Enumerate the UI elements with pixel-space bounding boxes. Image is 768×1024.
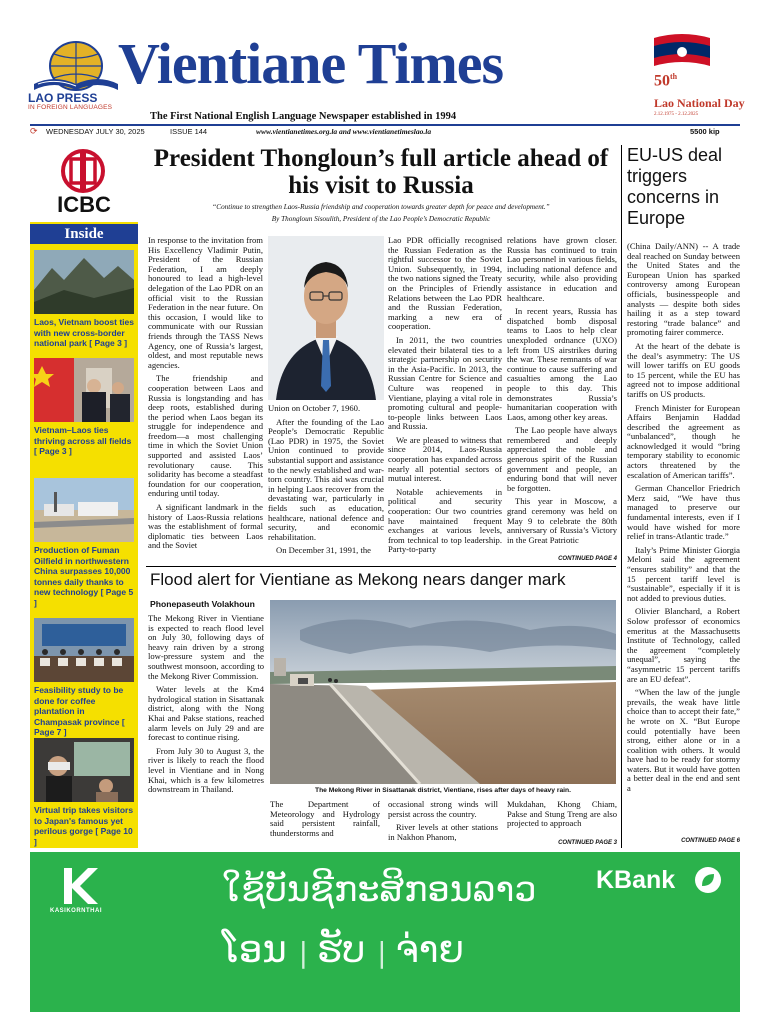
eu-continued-link[interactable]: CONTINUED PAGE 6 <box>681 838 740 844</box>
virtual-reality-photo <box>34 738 134 802</box>
sidebar-story-title: Feasibility study to be done for coffee plantation in Champasak province [ Page 7 ] <box>34 685 125 737</box>
main-article-column-3: Lao PDR officially recognised the Russian Federation as the rightful successor to the Soviet Union. Subsequently, in 1994, the two nations signed the Treaty on the Principles of Friendly Relations between the Lao PDR and the Russian Federation, marking a new era of cooperation. In 2011, the two countries elevated their bilateral ties to a strategic partnership on security in the Asia-Pacific. In 2013, the Russian Centre for Science and Culture was reopened in Vientiane, playing a vital role in promoting cultural and people-to-people links between Laos and Russia. We are pleased to witness that since 2014, Laos-Russia cooperation has expanded across nearly all potential sectors of mutual interest. Notable achievements in political and security cooperation: Our two countries have maintained frequent exchanges at various levels, from technical to top leadership. Party-to-party <box>388 236 502 555</box>
section-rule <box>146 566 616 567</box>
sidebar-story-title: Laos, Vietnam boost ties with new cross-border national park [ Page 3 ] <box>34 317 134 348</box>
sidebar-story-4[interactable] <box>34 618 134 738</box>
cover-price: 5500 kip <box>690 127 720 136</box>
issue-date: WEDNESDAY JULY 30, 2025 <box>46 127 145 136</box>
ad-action-pay: ຈ່າຍ <box>395 928 465 971</box>
inside-header: Inside <box>30 224 138 244</box>
sidebar-story-title: Production of Fuman Oilfield in northwestern China surpasses 10,000 tonnes daily thanks to new technology [ Page 5 ] <box>34 545 134 608</box>
officials-meeting-photo <box>34 358 134 422</box>
flood-article-column-4: Mukdahan, Khong Chiam, Pakse and Stung Treng are also projected to approach <box>507 800 617 829</box>
coffee-meeting-photo <box>34 618 134 682</box>
flood-byline: Phonepaseuth Volakhoun <box>150 599 255 609</box>
kasikornthai-logo-icon <box>58 864 102 908</box>
icbc-logo-icon <box>60 148 106 194</box>
mekong-river-photo <box>270 600 616 784</box>
ad-separator: | <box>377 936 396 969</box>
oilfield-photo <box>34 478 134 542</box>
ad-action-transfer: ໂອນ <box>222 928 287 971</box>
ad-lao-slogan: ໃຊ້ບັນຊີກະສິກອນລາວ <box>222 870 537 910</box>
kbank-leaf-icon <box>694 866 722 894</box>
dateline-bar <box>30 126 740 138</box>
kbank-wordmark: KBank <box>596 866 676 894</box>
sidebar-story-title: Virtual trip takes visitors to Japan's famous yet perilous gorge [ Page 10 ] <box>34 805 134 847</box>
main-byline: By Thongloun Sisoulith, President of the Lao People’s Democratic Republic <box>271 215 491 223</box>
main-deck: “Continue to strengthen Laos-Russia friendship and cooperation towards greater depth for peace and development.” <box>212 203 550 211</box>
flood-article-column-3: occasional strong winds will persist across the country. River levels at other stations in Nakhon Phanom, <box>388 800 498 842</box>
sidebar-story-2[interactable] <box>34 358 134 457</box>
icbc-wordmark: ICBC <box>57 192 111 217</box>
national-day-dates: 2.12.1975 - 2.12.2025 <box>654 112 699 117</box>
lao-press-wordmark: LAO PRESS <box>28 91 98 105</box>
eu-article-body: (China Daily/ANN) -- A trade deal reached on Sunday between the United States and the European Union has sparked controversy among European officials, businesspeople and analysts — despite both sides hailing it as a step toward restoring “trade balance” and promoting fairer commerce. At the heart of the debate is the deal’s asymmetry: The US will lower tariffs on EU goods to 15 percent, while the EU has agreed not to impose additional tariffs on US products. French Minister for European Affairs Benjamin Haddad described the agreement as “unbalanced”, though he acknowledged it would “bring temporary stability to economic actors threatened by the escalation of American tariffs”. German Chancellor Friedrich Merz said, “We have thus managed to preserve our fundamental interests, even if I would have wished for more relief in trans-Atlantic trade.” Italy’s Prime Minister Giorgia Meloni said the agreement “ensures stability” and that the 15 percent tariff level is “sustainable”, especially if it is not added to previous duties. Olivier Blanchard, a Robert Solow professor of economics emeritus at the Massachusetts Institute of Technology, called the agreement “completely unequal”, saying the “asymmetric 15 percent tariffs are an EU defeat”. “When the law of the jungle prevails, the weak have little choice than to accept their fate,” he wrote on X. “But Europe could potentially have been strong, either alone or in a coalition with others. It would have had to be ready for stormy waters. But it would have gotten a better deal in the end and sent a <box>627 242 740 794</box>
main-continued-link[interactable]: CONTINUED PAGE 4 <box>558 556 617 562</box>
laos-flag-icon <box>652 32 712 72</box>
eu-headline[interactable]: EU-US deal triggers concerns in Europe <box>627 145 723 228</box>
national-day-years: 50th <box>654 72 678 90</box>
lao-press-tagline: IN FOREIGN LANGUAGES <box>28 104 113 111</box>
main-article-column-4: relations have grown closer. Russia has continued to train Lao personnel in various fields, including national defence and security, while also providing assistance in education and healthcare. In recent years, Russia has dispatched bomb disposal teams to Laos to help clear unexploded ordnance (UXO) left from US airstrikes during the war. These remnants of war continue to cause suffering and casualties among the Lao people to this day. This demonstrates Russia’s humanitarian cooperation with Laos, among other key areas. The Lao people have always remembered and deeply appreciated the noble and generous spirit of the Russian government and people, an enduring bond that will never be forgotten. This year in Moscow, a grand ceremony was held on May 9 to celebrate the 80th anniversary of Russia’s Victory in the Great Patriotic <box>507 236 617 545</box>
sidebar-story-5[interactable] <box>34 738 134 847</box>
kbank-advertisement[interactable] <box>30 852 740 1012</box>
newspaper-tagline: The First National English Language Newspaper established in 1994 <box>150 111 457 122</box>
flood-headline[interactable]: Flood alert for Vientiane as Mekong nears danger mark <box>150 570 566 589</box>
ad-actions-row <box>222 928 464 975</box>
sidebar-story-3[interactable] <box>34 478 134 608</box>
flood-photo-caption: The Mekong River in Sisattanak district, Vientiane, rises after days of heavy rain. <box>315 787 571 794</box>
sidebar-story-title: Vietnam–Laos ties thriving across all fields [ Page 3 ] <box>34 425 132 456</box>
refresh-icon: ⟳ <box>30 126 38 136</box>
column-rule <box>621 145 622 848</box>
sidebar-story-1[interactable] <box>34 250 134 349</box>
flood-continued-link[interactable]: CONTINUED PAGE 3 <box>558 840 617 846</box>
main-article-column-2: Union on October 7, 1960. After the founding of the Lao People’s Democratic Republic (Lao PDR) in 1975, the Soviet Union continued to provide substantial support and assistance to the newly established and war-torn country. This aid was crucial in helping Laos recover from the devastating war, particularly in fields such as education, healthcare, national defence and security, and economic rehabilitation. On December 31, 1991, the <box>268 404 384 556</box>
issue-number: ISSUE 144 <box>170 127 208 136</box>
president-portrait <box>268 236 384 400</box>
mountain-photo <box>34 250 134 314</box>
ad-separator: | <box>298 936 317 969</box>
main-headline[interactable]: President Thongloun’s full article ahead of his visit to Russia <box>153 145 609 199</box>
national-day-label: Lao National Day <box>654 96 745 110</box>
lao-press-logo <box>30 40 122 92</box>
inside-sidebar <box>30 142 138 848</box>
ad-action-receive: ຮັບ <box>316 928 366 971</box>
kasikornthai-wordmark: KASIKORNTHAI <box>50 908 102 914</box>
icbc-ad[interactable] <box>30 142 138 222</box>
main-article-column-1: In response to the invitation from His Excellency Vladimir Putin, President of the Russian Federation, I am deeply honoured to lead a high-level delegation of the Lao PDR on an official visit to the Russian Federation in the near future. On this occasion, I would like to communicate with our Russian friends through the TASS News Agency, one of Russia’s largest, oldest, and most reputable news agencies. The friendship and cooperation between Laos and Russia is longstanding and has deep roots, established during the period when Laos began its struggle for independence and freedom—a most challenging time in which the Soviet Union supported and assisted Laos’ revolutionary cause. This solidarity has become a steadfast foundation for our cooperation, enduring until today. A significant landmark in the history of Laos-Russia relations was the establishment of formal diplomatic ties between Laos and the Soviet <box>148 236 263 551</box>
flood-article-column-2: The Department of Meteorology and Hydrology said persistent rainfall, thunderstorms and <box>270 800 380 838</box>
flood-article-column-1: The Mekong River in Vientiane is expected to reach flood level on July 30, following days of heavy rain driven by a strong low-pressure system and the southwest monsoon, according to the Mekong River Commission. Water levels at the Km4 hydrological station in Sisattanak district, along with the Nong Khai and Pakse stations, reached alarm levels on July 29 and are forecast to continue rising. From July 30 to August 3, the river is likely to reach the flood level in Vientiane and in Nong Khai, which is a few kilometres downstream in Thailand. <box>148 614 264 795</box>
website-links[interactable]: www.vientianetimes.org.la and www.vientianetimeslao.la <box>256 127 432 136</box>
newspaper-title: Vientiane Times <box>118 31 504 96</box>
